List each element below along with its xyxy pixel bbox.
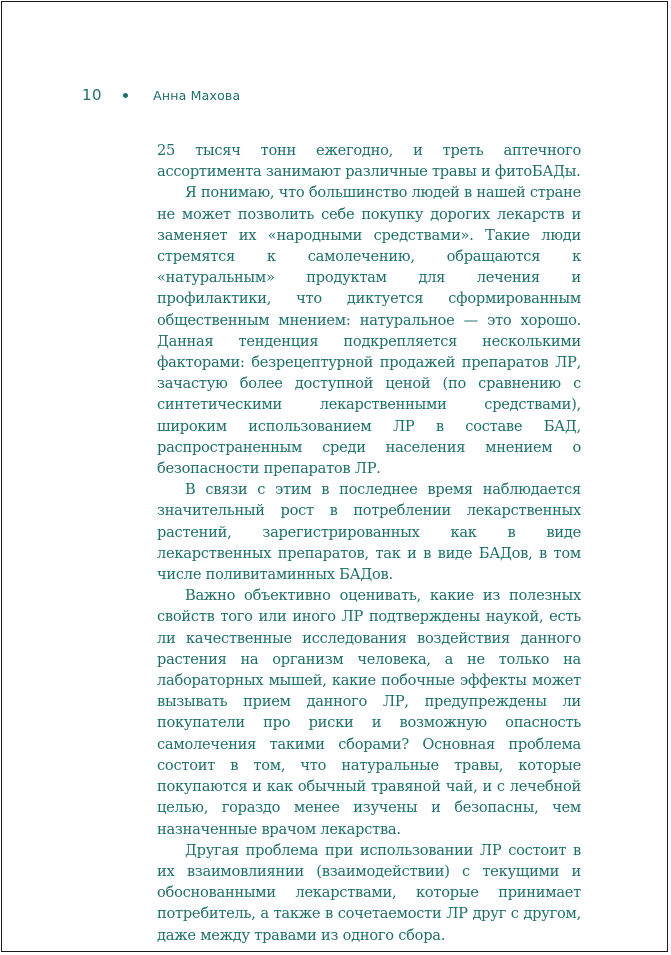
author-name: Анна Махова [153, 87, 241, 103]
page-frame [1, 1, 668, 952]
bullet-separator [123, 93, 128, 98]
running-head [82, 86, 240, 104]
page-number: 10 [82, 86, 103, 104]
paragraph: Важно объективно оценивать, какие из полезных свойств того или иного ЛР подтверждены наукой, есть ли качественные исследования воздействия данного растения на организм человека, а не только на лабораторных мышей, какие побочные эффекты может вызывать прием данного ЛР, предупреждены ли покупатели про риски и возможную опасность самолечения такими сборами? Основная проблема состоит в том, что натуральные травы, которые покупаются и как обычный травяной чай, и с лечебной целью, гораздо менее изучены и безопасны, чем назначенные врачом лекарства. [157, 587, 581, 838]
body-text [157, 140, 581, 946]
paragraph: Я понимаю, что большинство людей в нашей стране не может позволить себе покупку дорогих лекарств и заменяет их «народными средствами». Такие люди стремятся к самолечению, обращаются к «натуральным» продуктам для лечения и профилактики, что диктуется сформированным общественным мнением: натуральное — это хорошо. Данная тенденция подкрепляется несколькими факторами: безрецептурной продажей препаратов ЛР, зачастую более доступной ценой (по сравнению с синтетическими лекарственными средствами), широким использованием ЛР в составе БАД, распространенным среди населения мнением о безопасности препаратов ЛР. [157, 184, 581, 478]
paragraph: В связи с этим в последнее время наблюдается значительный рост в потреблении лекарственных растений, зарегистрированных как в виде лекарственных препаратов, так и в виде БАДов, в том числе поливитаминных БАДов. [157, 481, 581, 584]
paragraph-continuation: 25 тысяч тонн ежегодно, и треть аптечного ассортимента занимают различные травы и фитоБАДы. [157, 142, 581, 181]
paragraph: Другая проблема при использовании ЛР состоит в их взаимовлиянии (взаимодействии) с текущими и обоснованными лекарствами, которые принимает потребитель, а также в сочетаемости ЛР друг с другом, даже между травами из одного сбора. [157, 841, 581, 944]
